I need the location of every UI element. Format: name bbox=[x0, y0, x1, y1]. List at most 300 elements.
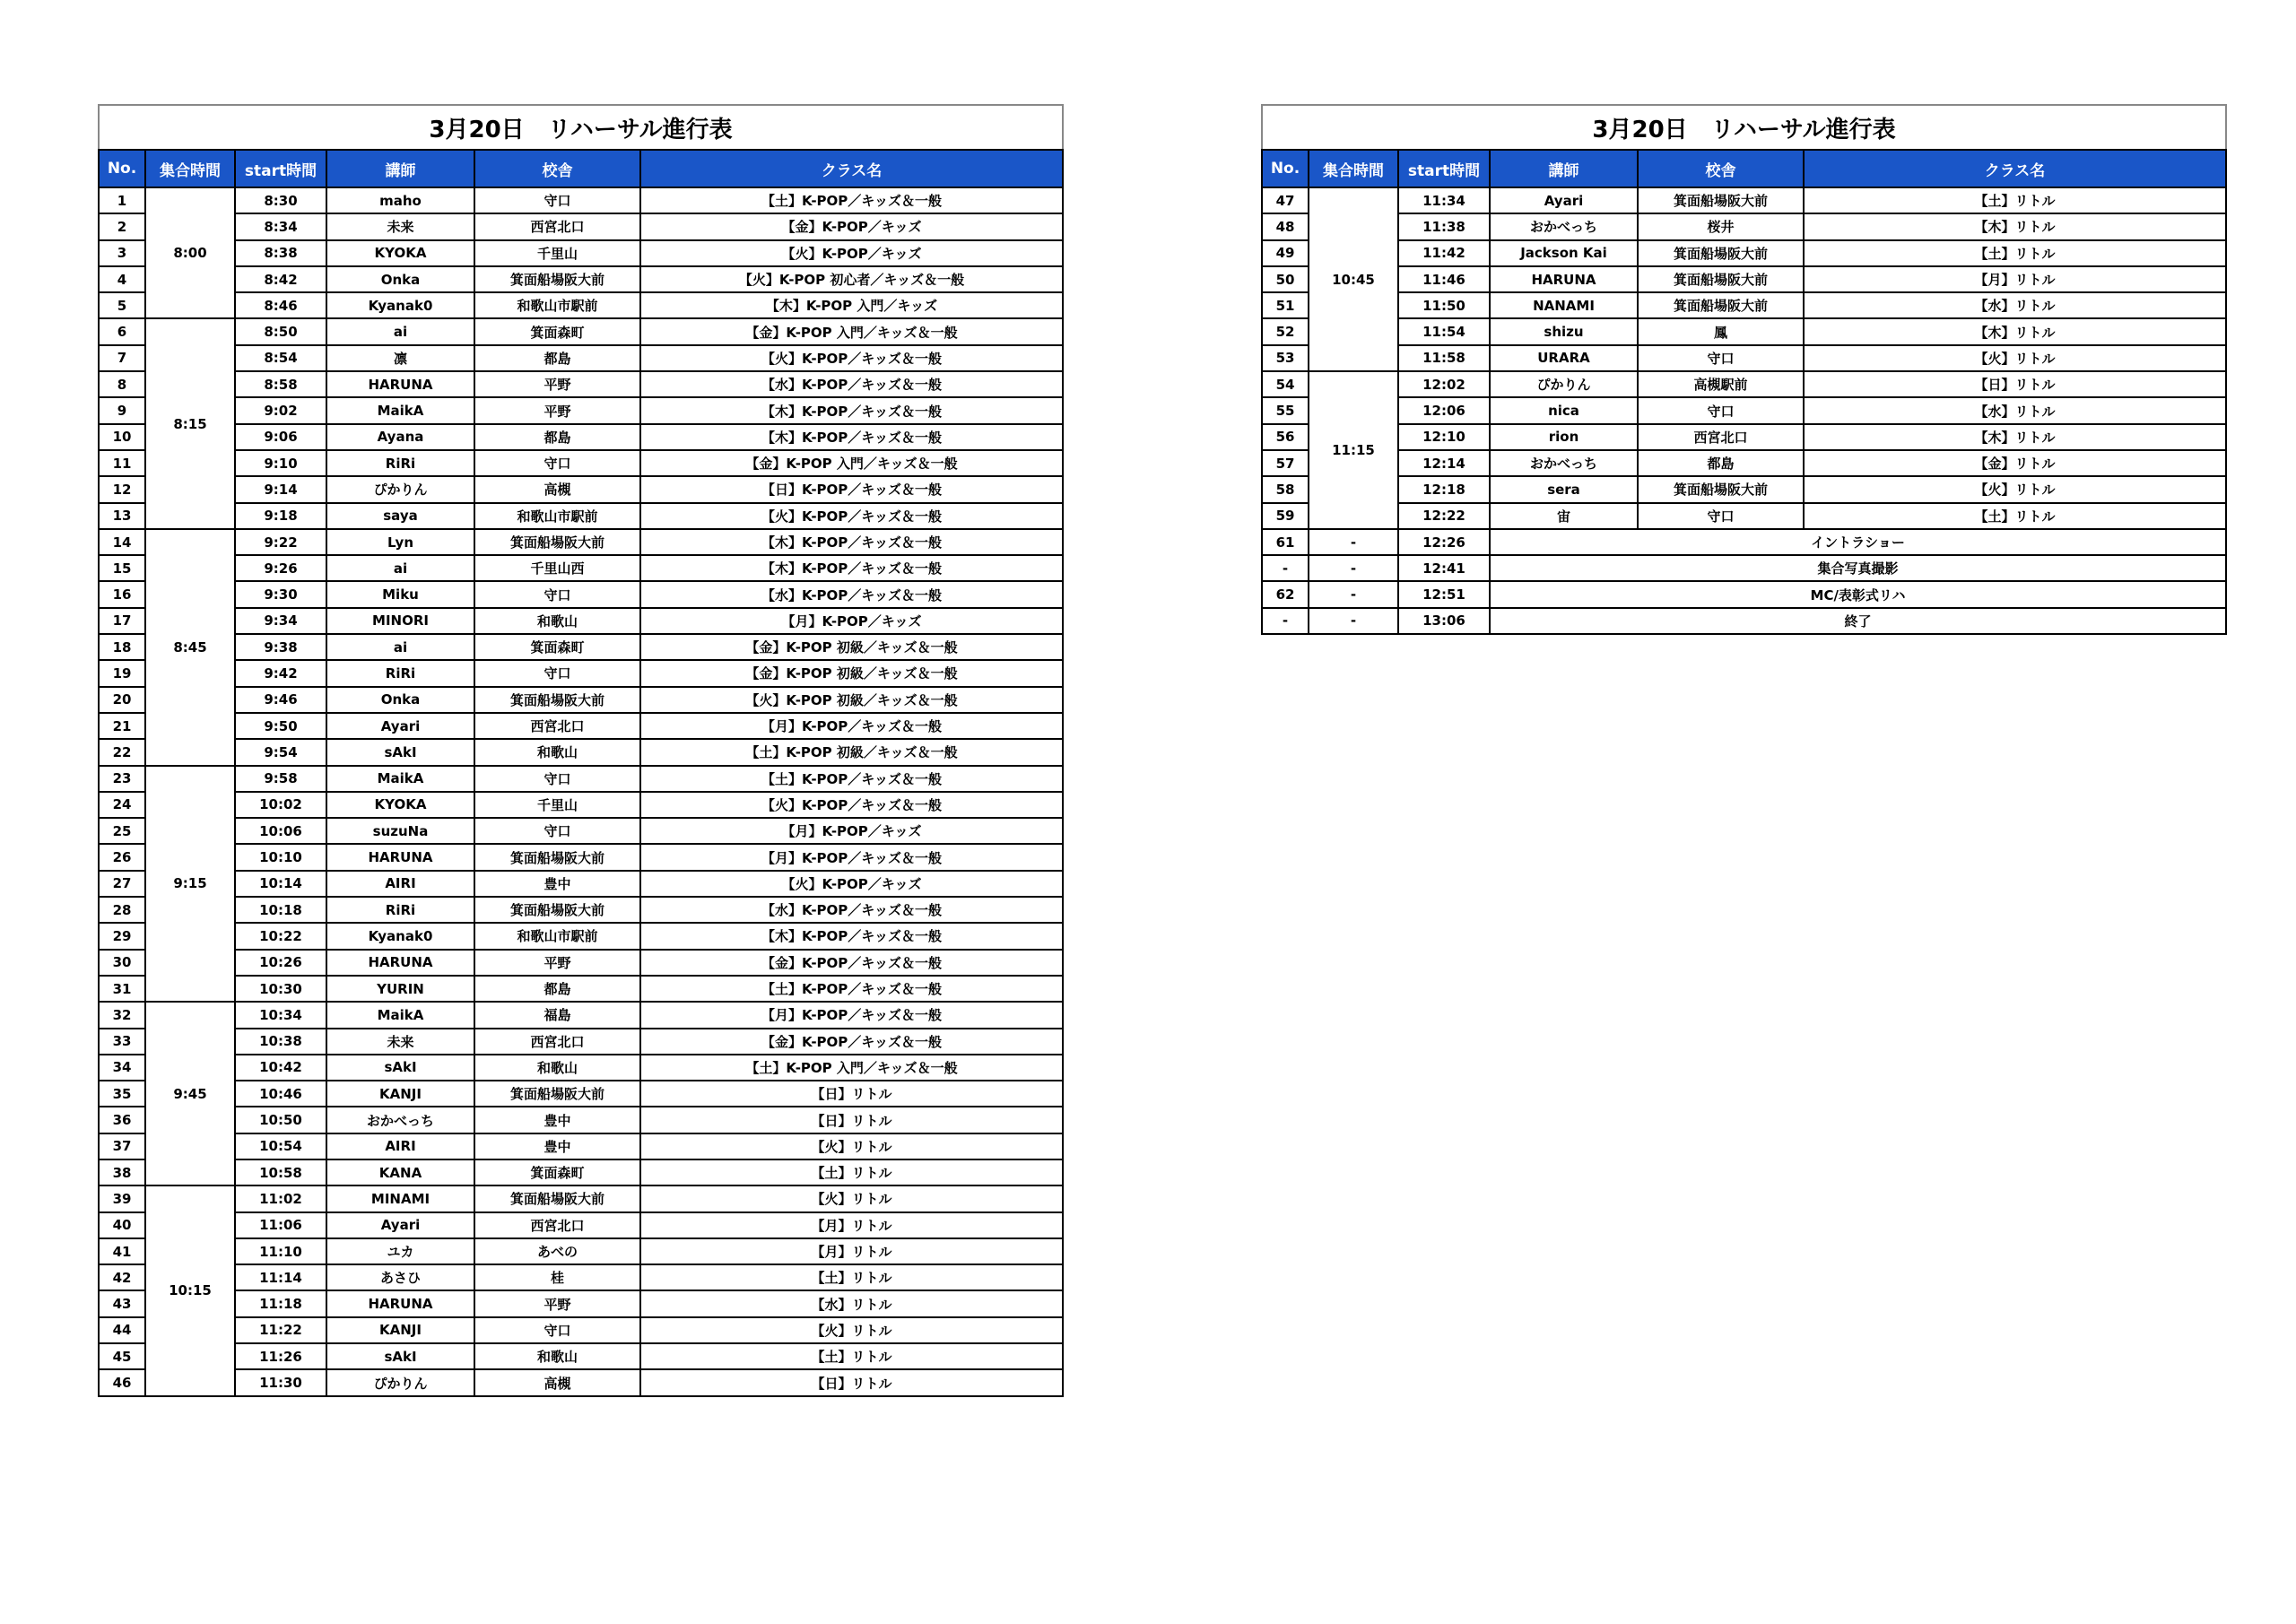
class-name: 【火】リトル bbox=[640, 1185, 1063, 1211]
row-number: 49 bbox=[1262, 240, 1309, 266]
class-name: 【土】K-POP／キッズ＆一般 bbox=[640, 976, 1063, 1002]
school-name: 和歌山市駅前 bbox=[474, 503, 640, 529]
row-number: 24 bbox=[99, 792, 145, 818]
teacher-name: おかべっち bbox=[1490, 450, 1638, 476]
school-name: 豊中 bbox=[474, 1133, 640, 1159]
class-name: 【火】K-POP／キッズ＆一般 bbox=[640, 503, 1063, 529]
teacher-name: ai bbox=[326, 555, 474, 581]
row-number: 7 bbox=[99, 345, 145, 371]
start-time: 10:02 bbox=[235, 792, 326, 818]
teacher-name: AIRI bbox=[326, 1133, 474, 1159]
row-number: 47 bbox=[1262, 187, 1309, 213]
teacher-name: Ayari bbox=[326, 713, 474, 739]
teacher-name: ai bbox=[326, 634, 474, 660]
gather-time: 8:15 bbox=[145, 318, 235, 528]
row-number: 2 bbox=[99, 213, 145, 239]
header-row bbox=[1262, 150, 2226, 187]
table-row bbox=[99, 634, 1063, 660]
teacher-name: sAkI bbox=[326, 1055, 474, 1081]
teacher-name: Lyn bbox=[326, 529, 474, 555]
class-name: 【月】リトル bbox=[640, 1238, 1063, 1264]
school-name: 都島 bbox=[474, 424, 640, 450]
class-name: 【金】K-POP 入門／キッズ＆一般 bbox=[640, 318, 1063, 344]
row-number: 32 bbox=[99, 1002, 145, 1028]
teacher-name: Ayana bbox=[326, 424, 474, 450]
start-time: 11:10 bbox=[235, 1238, 326, 1264]
gather-time: - bbox=[1309, 581, 1398, 607]
school-name: 豊中 bbox=[474, 871, 640, 897]
row-number: 33 bbox=[99, 1029, 145, 1055]
row-number: 26 bbox=[99, 844, 145, 870]
start-time: 8:50 bbox=[235, 318, 326, 344]
start-time: 10:38 bbox=[235, 1029, 326, 1055]
class-name: 【火】リトル bbox=[640, 1133, 1063, 1159]
teacher-name: Onka bbox=[326, 687, 474, 713]
row-number: 6 bbox=[99, 318, 145, 344]
start-time: 10:30 bbox=[235, 976, 326, 1002]
start-time: 11:54 bbox=[1398, 318, 1490, 344]
school-name: 鳳 bbox=[1638, 318, 1804, 344]
table-row bbox=[99, 555, 1063, 581]
start-time: 11:38 bbox=[1398, 213, 1490, 239]
school-name: 平野 bbox=[474, 397, 640, 423]
row-number: 43 bbox=[99, 1290, 145, 1316]
teacher-name: MaikA bbox=[326, 1002, 474, 1028]
table-row bbox=[1262, 187, 2226, 213]
row-number: 42 bbox=[99, 1264, 145, 1290]
start-time: 9:58 bbox=[235, 766, 326, 792]
teacher-name: KANJI bbox=[326, 1317, 474, 1343]
row-number: 12 bbox=[99, 476, 145, 502]
start-time: 9:10 bbox=[235, 450, 326, 476]
start-time: 12:51 bbox=[1398, 581, 1490, 607]
table-row bbox=[1262, 213, 2226, 239]
start-time: 8:42 bbox=[235, 266, 326, 292]
teacher-name: RiRi bbox=[326, 450, 474, 476]
table-row bbox=[1262, 450, 2226, 476]
event-row bbox=[1262, 555, 2226, 581]
table-row bbox=[99, 1290, 1063, 1316]
school-name: あべの bbox=[474, 1238, 640, 1264]
school-name: 高槻 bbox=[474, 476, 640, 502]
school-name: 箕面船場阪大前 bbox=[474, 529, 640, 555]
event-name: 終了 bbox=[1490, 608, 2226, 634]
school-name: 箕面船場阪大前 bbox=[474, 844, 640, 870]
start-time: 12:26 bbox=[1398, 529, 1490, 555]
start-time: 12:02 bbox=[1398, 371, 1490, 397]
start-time: 11:42 bbox=[1398, 240, 1490, 266]
schedule-table-left bbox=[98, 104, 1064, 1397]
teacher-name: MaikA bbox=[326, 766, 474, 792]
teacher-name: HARUNA bbox=[326, 844, 474, 870]
class-name: 【月】K-POP／キッズ＆一般 bbox=[640, 1002, 1063, 1028]
header-no: No. bbox=[99, 150, 145, 187]
row-number: 41 bbox=[99, 1238, 145, 1264]
teacher-name: HARUNA bbox=[326, 1290, 474, 1316]
table-row bbox=[1262, 503, 2226, 529]
gather-time: 8:45 bbox=[145, 529, 235, 766]
table-row bbox=[99, 713, 1063, 739]
row-number: 20 bbox=[99, 687, 145, 713]
header-class-name: クラス名 bbox=[1804, 150, 2226, 187]
class-name: 【木】K-POP／キッズ＆一般 bbox=[640, 424, 1063, 450]
teacher-name: ぴかりん bbox=[1490, 371, 1638, 397]
teacher-name: RiRi bbox=[326, 660, 474, 686]
start-time: 10:14 bbox=[235, 871, 326, 897]
teacher-name: MINAMI bbox=[326, 1185, 474, 1211]
row-number: 23 bbox=[99, 766, 145, 792]
event-row bbox=[1262, 529, 2226, 555]
teacher-name: ぴかりん bbox=[326, 476, 474, 502]
row-number: 39 bbox=[99, 1185, 145, 1211]
teacher-name: AIRI bbox=[326, 871, 474, 897]
row-number: 21 bbox=[99, 713, 145, 739]
class-name: 【日】リトル bbox=[640, 1081, 1063, 1107]
table-row bbox=[1262, 318, 2226, 344]
teacher-name: maho bbox=[326, 187, 474, 213]
school-name: 西宮北口 bbox=[474, 213, 640, 239]
start-time: 10:54 bbox=[235, 1133, 326, 1159]
start-time: 12:10 bbox=[1398, 424, 1490, 450]
table-row bbox=[99, 476, 1063, 502]
class-name: 【土】リトル bbox=[1804, 240, 2226, 266]
start-time: 9:42 bbox=[235, 660, 326, 686]
table-row bbox=[99, 923, 1063, 949]
row-number: 18 bbox=[99, 634, 145, 660]
teacher-name: KANJI bbox=[326, 1081, 474, 1107]
table-row bbox=[1262, 424, 2226, 450]
start-time: 9:26 bbox=[235, 555, 326, 581]
teacher-name: RiRi bbox=[326, 897, 474, 923]
sheet-title: 3月20日 リハーサル進行表 bbox=[99, 105, 1063, 150]
row-number: - bbox=[1262, 608, 1309, 634]
table-row bbox=[99, 371, 1063, 397]
start-time: 9:46 bbox=[235, 687, 326, 713]
row-number: 22 bbox=[99, 739, 145, 765]
table-row bbox=[99, 844, 1063, 870]
school-name: 豊中 bbox=[474, 1107, 640, 1133]
start-time: 8:54 bbox=[235, 345, 326, 371]
class-name: 【土】リトル bbox=[640, 1159, 1063, 1185]
table-row bbox=[99, 1185, 1063, 1211]
event-row bbox=[1262, 581, 2226, 607]
row-number: 59 bbox=[1262, 503, 1309, 529]
start-time: 9:14 bbox=[235, 476, 326, 502]
table-row bbox=[99, 1317, 1063, 1343]
table-row bbox=[99, 871, 1063, 897]
teacher-name: suzuNa bbox=[326, 818, 474, 844]
start-time: 12:06 bbox=[1398, 397, 1490, 423]
row-number: 52 bbox=[1262, 318, 1309, 344]
teacher-name: nica bbox=[1490, 397, 1638, 423]
class-name: 【木】リトル bbox=[1804, 318, 2226, 344]
teacher-name: ユカ bbox=[326, 1238, 474, 1264]
row-number: 46 bbox=[99, 1369, 145, 1395]
start-time: 11:02 bbox=[235, 1185, 326, 1211]
class-name: 【木】リトル bbox=[1804, 213, 2226, 239]
start-time: 13:06 bbox=[1398, 608, 1490, 634]
row-number: 5 bbox=[99, 292, 145, 318]
gather-time: 10:15 bbox=[145, 1185, 235, 1395]
school-name: 和歌山 bbox=[474, 1055, 640, 1081]
header-teacher: 講師 bbox=[326, 150, 474, 187]
class-name: 【火】K-POP／キッズ bbox=[640, 240, 1063, 266]
teacher-name: Jackson Kai bbox=[1490, 240, 1638, 266]
start-time: 8:58 bbox=[235, 371, 326, 397]
class-name: 【日】リトル bbox=[640, 1369, 1063, 1395]
row-number: 44 bbox=[99, 1317, 145, 1343]
gather-time: 9:15 bbox=[145, 766, 235, 1003]
teacher-name: sAkI bbox=[326, 1343, 474, 1369]
class-name: 【水】リトル bbox=[1804, 397, 2226, 423]
school-name: 守口 bbox=[474, 818, 640, 844]
class-name: 【月】リトル bbox=[1804, 266, 2226, 292]
table-row bbox=[99, 581, 1063, 607]
table-row bbox=[99, 187, 1063, 213]
row-number: 29 bbox=[99, 923, 145, 949]
event-name: 集合写真撮影 bbox=[1490, 555, 2226, 581]
teacher-name: 未来 bbox=[326, 1029, 474, 1055]
row-number: 55 bbox=[1262, 397, 1309, 423]
row-number: 16 bbox=[99, 581, 145, 607]
row-number: 50 bbox=[1262, 266, 1309, 292]
class-name: 【月】K-POP／キッズ bbox=[640, 608, 1063, 634]
teacher-name: HARUNA bbox=[326, 950, 474, 976]
teacher-name: rion bbox=[1490, 424, 1638, 450]
teacher-name: HARUNA bbox=[326, 371, 474, 397]
row-number: 10 bbox=[99, 424, 145, 450]
school-name: 千里山西 bbox=[474, 555, 640, 581]
class-name: 【水】K-POP／キッズ＆一般 bbox=[640, 897, 1063, 923]
table-row bbox=[99, 240, 1063, 266]
class-name: 【月】K-POP／キッズ＆一般 bbox=[640, 713, 1063, 739]
school-name: 和歌山市駅前 bbox=[474, 923, 640, 949]
gather-time: - bbox=[1309, 608, 1398, 634]
class-name: 【月】K-POP／キッズ＆一般 bbox=[640, 844, 1063, 870]
start-time: 9:30 bbox=[235, 581, 326, 607]
school-name: 平野 bbox=[474, 1290, 640, 1316]
start-time: 11:26 bbox=[235, 1343, 326, 1369]
header-class-name: クラス名 bbox=[640, 150, 1063, 187]
school-name: 平野 bbox=[474, 371, 640, 397]
class-name: 【月】K-POP／キッズ bbox=[640, 818, 1063, 844]
table-row bbox=[99, 687, 1063, 713]
class-name: 【土】K-POP／キッズ＆一般 bbox=[640, 187, 1063, 213]
gather-time: 9:45 bbox=[145, 1002, 235, 1185]
teacher-name: おかべっち bbox=[326, 1107, 474, 1133]
teacher-name: ぴかりん bbox=[326, 1369, 474, 1395]
school-name: 箕面船場阪大前 bbox=[1638, 187, 1804, 213]
row-number: 45 bbox=[99, 1343, 145, 1369]
class-name: 【火】K-POP／キッズ bbox=[640, 871, 1063, 897]
row-number: 31 bbox=[99, 976, 145, 1002]
table-row bbox=[99, 897, 1063, 923]
class-name: 【金】リトル bbox=[1804, 450, 2226, 476]
school-name: 箕面船場阪大前 bbox=[474, 1185, 640, 1211]
school-name: 高槻駅前 bbox=[1638, 371, 1804, 397]
gather-time: - bbox=[1309, 529, 1398, 555]
table-row bbox=[1262, 371, 2226, 397]
start-time: 9:54 bbox=[235, 739, 326, 765]
class-name: 【日】リトル bbox=[640, 1107, 1063, 1133]
start-time: 8:46 bbox=[235, 292, 326, 318]
teacher-name: おかべっち bbox=[1490, 213, 1638, 239]
start-time: 10:46 bbox=[235, 1081, 326, 1107]
table-row bbox=[99, 1002, 1063, 1028]
row-number: 15 bbox=[99, 555, 145, 581]
schedule-body-right bbox=[1262, 187, 2226, 634]
row-number: 34 bbox=[99, 1055, 145, 1081]
table-row bbox=[99, 1369, 1063, 1395]
row-number: 25 bbox=[99, 818, 145, 844]
gather-time: - bbox=[1309, 555, 1398, 581]
table-row bbox=[1262, 240, 2226, 266]
class-name: 【火】K-POP 初級／キッズ＆一般 bbox=[640, 687, 1063, 713]
school-name: 箕面森町 bbox=[474, 1159, 640, 1185]
school-name: 箕面船場阪大前 bbox=[1638, 292, 1804, 318]
event-name: イントラショー bbox=[1490, 529, 2226, 555]
teacher-name: Onka bbox=[326, 266, 474, 292]
teacher-name: KANA bbox=[326, 1159, 474, 1185]
gather-time: 8:00 bbox=[145, 187, 235, 318]
event-name: MC/表彰式リハ bbox=[1490, 581, 2226, 607]
teacher-name: YURIN bbox=[326, 976, 474, 1002]
class-name: 【金】K-POP／キッズ bbox=[640, 213, 1063, 239]
class-name: 【金】K-POP 初級／キッズ＆一般 bbox=[640, 660, 1063, 686]
row-number: 62 bbox=[1262, 581, 1309, 607]
teacher-name: 未来 bbox=[326, 213, 474, 239]
table-row bbox=[99, 1029, 1063, 1055]
start-time: 10:26 bbox=[235, 950, 326, 976]
class-name: 【日】リトル bbox=[1804, 371, 2226, 397]
school-name: 西宮北口 bbox=[474, 1029, 640, 1055]
row-number: 30 bbox=[99, 950, 145, 976]
class-name: 【木】K-POP 入門／キッズ bbox=[640, 292, 1063, 318]
start-time: 10:34 bbox=[235, 1002, 326, 1028]
start-time: 11:06 bbox=[235, 1212, 326, 1238]
start-time: 11:14 bbox=[235, 1264, 326, 1290]
class-name: 【土】リトル bbox=[1804, 503, 2226, 529]
teacher-name: NANAMI bbox=[1490, 292, 1638, 318]
school-name: 守口 bbox=[1638, 503, 1804, 529]
class-name: 【水】リトル bbox=[1804, 292, 2226, 318]
school-name: 都島 bbox=[474, 345, 640, 371]
table-row bbox=[99, 1159, 1063, 1185]
start-time: 8:38 bbox=[235, 240, 326, 266]
class-name: 【金】K-POP 入門／キッズ＆一般 bbox=[640, 450, 1063, 476]
row-number: - bbox=[1262, 555, 1309, 581]
start-time: 10:18 bbox=[235, 897, 326, 923]
table-row bbox=[99, 1343, 1063, 1369]
school-name: 千里山 bbox=[474, 792, 640, 818]
header-no: No. bbox=[1262, 150, 1309, 187]
start-time: 11:18 bbox=[235, 1290, 326, 1316]
gather-time: 11:15 bbox=[1309, 371, 1398, 529]
school-name: 桂 bbox=[474, 1264, 640, 1290]
table-row bbox=[99, 950, 1063, 976]
table-row bbox=[99, 424, 1063, 450]
school-name: 箕面船場阪大前 bbox=[474, 1081, 640, 1107]
class-name: 【金】K-POP／キッズ＆一般 bbox=[640, 1029, 1063, 1055]
class-name: 【火】K-POP 初心者／キッズ＆一般 bbox=[640, 266, 1063, 292]
row-number: 36 bbox=[99, 1107, 145, 1133]
class-name: 【火】K-POP／キッズ＆一般 bbox=[640, 345, 1063, 371]
start-time: 10:58 bbox=[235, 1159, 326, 1185]
school-name: 箕面船場阪大前 bbox=[474, 687, 640, 713]
start-time: 11:50 bbox=[1398, 292, 1490, 318]
row-number: 61 bbox=[1262, 529, 1309, 555]
class-name: 【土】リトル bbox=[1804, 187, 2226, 213]
school-name: 守口 bbox=[474, 450, 640, 476]
header-gather-time: 集合時間 bbox=[145, 150, 235, 187]
teacher-name: KYOKA bbox=[326, 240, 474, 266]
start-time: 12:41 bbox=[1398, 555, 1490, 581]
start-time: 11:34 bbox=[1398, 187, 1490, 213]
teacher-name: Kyanak0 bbox=[326, 292, 474, 318]
school-name: 箕面森町 bbox=[474, 634, 640, 660]
table-row bbox=[1262, 266, 2226, 292]
class-name: 【日】K-POP／キッズ＆一般 bbox=[640, 476, 1063, 502]
start-time: 9:02 bbox=[235, 397, 326, 423]
header-row bbox=[99, 150, 1063, 187]
start-time: 12:18 bbox=[1398, 476, 1490, 502]
class-name: 【火】リトル bbox=[1804, 345, 2226, 371]
teacher-name: URARA bbox=[1490, 345, 1638, 371]
school-name: 守口 bbox=[1638, 345, 1804, 371]
school-name: 守口 bbox=[474, 187, 640, 213]
row-number: 17 bbox=[99, 608, 145, 634]
start-time: 11:22 bbox=[235, 1317, 326, 1343]
table-row bbox=[99, 318, 1063, 344]
class-name: 【水】K-POP／キッズ＆一般 bbox=[640, 371, 1063, 397]
class-name: 【木】K-POP／キッズ＆一般 bbox=[640, 529, 1063, 555]
start-time: 9:38 bbox=[235, 634, 326, 660]
table-row bbox=[1262, 397, 2226, 423]
class-name: 【土】リトル bbox=[640, 1343, 1063, 1369]
table-row bbox=[99, 739, 1063, 765]
school-name: 平野 bbox=[474, 950, 640, 976]
class-name: 【火】リトル bbox=[640, 1317, 1063, 1343]
teacher-name: Miku bbox=[326, 581, 474, 607]
teacher-name: sAkI bbox=[326, 739, 474, 765]
class-name: 【水】K-POP／キッズ＆一般 bbox=[640, 581, 1063, 607]
class-name: 【木】K-POP／キッズ＆一般 bbox=[640, 555, 1063, 581]
school-name: 桜井 bbox=[1638, 213, 1804, 239]
row-number: 14 bbox=[99, 529, 145, 555]
header-start-time: start時間 bbox=[235, 150, 326, 187]
school-name: 福島 bbox=[474, 1002, 640, 1028]
start-time: 12:22 bbox=[1398, 503, 1490, 529]
table-row bbox=[99, 1238, 1063, 1264]
start-time: 9:50 bbox=[235, 713, 326, 739]
school-name: 守口 bbox=[474, 766, 640, 792]
row-number: 28 bbox=[99, 897, 145, 923]
table-row bbox=[99, 660, 1063, 686]
table-row bbox=[99, 529, 1063, 555]
teacher-name: Ayari bbox=[1490, 187, 1638, 213]
row-number: 48 bbox=[1262, 213, 1309, 239]
teacher-name: HARUNA bbox=[1490, 266, 1638, 292]
class-name: 【木】リトル bbox=[1804, 424, 2226, 450]
row-number: 58 bbox=[1262, 476, 1309, 502]
school-name: 西宮北口 bbox=[1638, 424, 1804, 450]
teacher-name: Ayari bbox=[326, 1212, 474, 1238]
teacher-name: sera bbox=[1490, 476, 1638, 502]
event-row bbox=[1262, 608, 2226, 634]
table-row bbox=[99, 608, 1063, 634]
table-row bbox=[99, 818, 1063, 844]
class-name: 【土】K-POP 入門／キッズ＆一般 bbox=[640, 1055, 1063, 1081]
